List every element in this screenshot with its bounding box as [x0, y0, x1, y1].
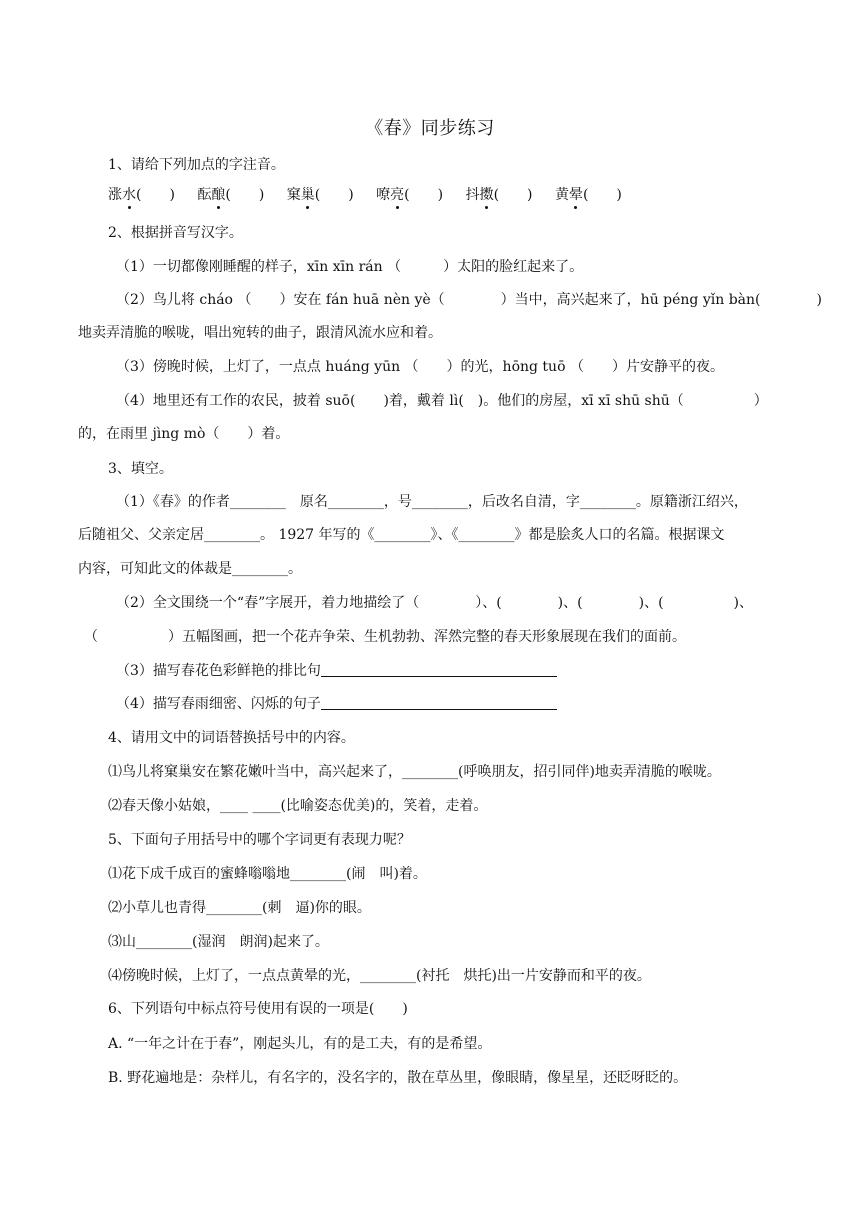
answer-line[interactable]	[321, 662, 557, 677]
q1-word: 涨水( )	[108, 184, 175, 206]
answer-line[interactable]	[321, 695, 557, 710]
q3-item-2: （2）全文围绕一个“春”字展开，着力地描绘了（ ）、( )、( )、( )、	[116, 595, 753, 611]
q3-item-1: （1）《春》的作者________ 原名________，号________，后改名自清，字________。原籍浙江绍兴，	[116, 494, 748, 510]
q3-item-1-cont: 后随祖父、父亲定居________。 1927 年写的《________》、《________》都是脍炙人口的名篇。根据课文	[78, 527, 725, 543]
q1-prompt: 1、请给下列加点的字注音。	[108, 157, 285, 173]
q3-prompt: 3、填空。	[108, 461, 173, 477]
q1-word: 抖擞( )	[466, 184, 533, 206]
page-title: 《春》同步练习	[365, 118, 495, 139]
q5-item-2: ⑵小草儿也青得________(刺 逼)你的眼。	[108, 900, 371, 916]
q4-item-2: ⑵春天像小姑娘，____ ____(比喻姿态优美)的，笑着，走着。	[108, 798, 488, 814]
q2-prompt: 2、根据拼音写汉字。	[108, 225, 243, 241]
q3-item-2-cont: （ ）五幅图画，把一个花卉争荣、生机勃勃、浑然完整的春天形象展现在我们的面前。	[84, 629, 686, 645]
q1-word: 酝酿( )	[197, 184, 264, 206]
q6-option-b: B. 野花遍地是：杂样儿，有名字的，没名字的，散在草丛里，像眼睛，像星星，还眨呀眨的。	[108, 1070, 688, 1086]
q2-sentence-4: （4）地里还有工作的农民，披着 suō( )着，戴着 lì( )。他们的房屋，xī xī shū shū（ ）	[116, 393, 768, 409]
q3-item-4: （4）描写春雨细密、闪烁的句子	[116, 693, 557, 715]
q1-word: 嘹亮( )	[376, 184, 443, 206]
q3-item-3: （3）描写春花色彩鲜艳的排比句	[116, 660, 557, 682]
q6-prompt: 6、下列语句中标点符号使用有误的一项是( )	[108, 1001, 408, 1017]
q2-sentence-3: （3）傍晚时候，上灯了，一点点 huáng yūn （ ）的光，hōng tuō （ ）片安静平的夜。	[116, 359, 724, 375]
q1-word-list	[108, 184, 640, 206]
q2-sentence-1: （1）一切都像刚睡醒的样子，xīn xīn rán （ ）太阳的脸红起来了。	[116, 259, 584, 275]
q1-word: 黄晕( )	[555, 184, 622, 206]
q3-item-1-cont2: 内容，可知此文的体裁是________。	[78, 561, 302, 577]
q2-sentence-2: （2）鸟儿将 cháo （ ）安在 fán huā nèn yè（ ）当中，高兴起来了，hū péng yǐn bàn( )	[116, 292, 822, 308]
q4-prompt: 4、请用文中的词语替换括号中的内容。	[108, 730, 355, 746]
q2-sentence-2-cont: 地卖弄清脆的喉咙，唱出宛转的曲子，跟清风流水应和着。	[78, 325, 442, 341]
q2-sentence-4-cont: 的，在雨里 jìng mò（ ）着。	[78, 426, 290, 442]
q5-item-4: ⑷傍晚时候，上灯了，一点点黄晕的光，________(衬托 烘托)出一片安静而和平的夜。	[108, 968, 651, 984]
q1-word: 窠巢( )	[287, 184, 354, 206]
q5-item-3: ⑶山________(湿润 朗润)起来了。	[108, 934, 329, 950]
q5-prompt: 5、下面句子用括号中的哪个字词更有表现力呢？	[108, 832, 411, 848]
q6-option-a: A. “一年之计在于春”，刚起头儿，有的是工夫，有的是希望。	[108, 1036, 492, 1052]
q5-item-1: ⑴花下成千成百的蜜蜂嗡嗡地________(闹 叫)着。	[108, 866, 427, 882]
q4-item-1: ⑴鸟儿将窠巢安在繁花嫩叶当中，高兴起来了，________(呼唤朋友，招引同伴)地卖弄清脆的喉咙。	[108, 764, 721, 780]
